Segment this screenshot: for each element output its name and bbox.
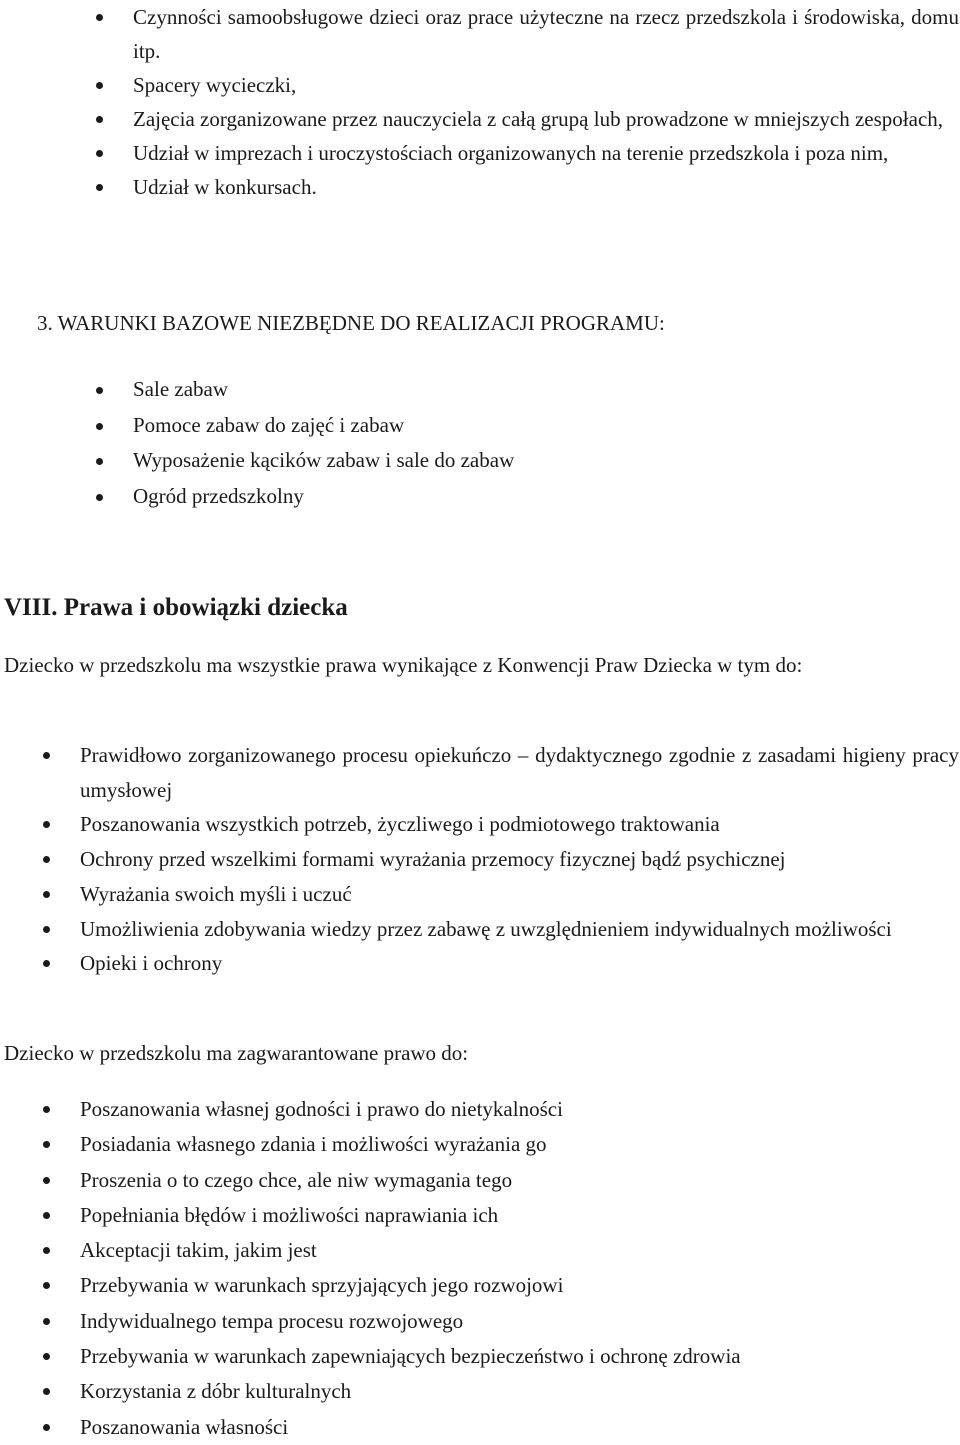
list-item: Spacery wycieczki, (133, 68, 959, 102)
list-item: Przebywania w warunkach sprzyjających jego rozwojowi (80, 1268, 959, 1303)
list-item: Udział w imprezach i uroczystościach organizowanych na terenie przedszkola i poza nim, (133, 136, 959, 170)
section-8-heading: VIII. Prawa i obowiązki dziecka (4, 594, 348, 621)
rights-intro-paragraph: Dziecko w przedszkolu ma wszystkie prawa wynikające z Konwencji Praw Dziecka w tym do: (4, 653, 803, 677)
list-item: Indywidualnego tempa procesu rozwojowego (80, 1304, 959, 1339)
list-item: Umożliwienia zdobywania wiedzy przez zabawę z uwzględnieniem indywidualnych możliwości (80, 912, 959, 947)
list-item: Pomoce zabaw do zajęć i zabaw (133, 408, 959, 444)
list-item: Opieki i ochrony (80, 946, 959, 981)
section-3-heading: 3. WARUNKI BAZOWE NIEZBĘDNE DO REALIZACJI PROGRAMU: (37, 311, 665, 335)
guaranteed-rights-paragraph: Dziecko w przedszkolu ma zagwarantowane prawo do: (4, 1041, 469, 1065)
activities-list (133, 0, 959, 204)
list-item: Wyposażenie kącików zabaw i sale do zabaw (133, 443, 959, 479)
list-item: Proszenia o to czego chce, ale niw wymagania tego (80, 1163, 959, 1198)
list-item: Prawidłowo zorganizowanego procesu opiekuńczo – dydaktycznego zgodnie z zasadami higieny pracy umysłowej (80, 738, 959, 807)
list-item: Ogród przedszkolny (133, 479, 959, 515)
child-rights-list (80, 738, 959, 981)
list-item: Poszanowania wszystkich potrzeb, życzliwego i podmiotowego traktowania (80, 807, 959, 842)
list-item: Akceptacji takim, jakim jest (80, 1233, 959, 1268)
list-item: Sale zabaw (133, 372, 959, 408)
guaranteed-rights-list (80, 1092, 959, 1445)
list-item: Poszanowania własnej godności i prawo do nietykalności (80, 1092, 959, 1127)
base-conditions-list (133, 372, 959, 514)
list-item: Wyrażania swoich myśli i uczuć (80, 877, 959, 912)
list-item: Korzystania z dóbr kulturalnych (80, 1374, 959, 1409)
list-item: Poszanowania własności (80, 1410, 959, 1445)
list-item: Popełniania błędów i możliwości naprawiania ich (80, 1198, 959, 1233)
list-item: Zajęcia zorganizowane przez nauczyciela z całą grupą lub prowadzone w mniejszych zespołach, (133, 102, 959, 136)
list-item: Przebywania w warunkach zapewniających bezpieczeństwo i ochronę zdrowia (80, 1339, 959, 1374)
list-item: Ochrony przed wszelkimi formami wyrażania przemocy fizycznej bądź psychicznej (80, 842, 959, 877)
list-item: Posiadania własnego zdania i możliwości wyrażania go (80, 1127, 959, 1162)
list-item: Udział w konkursach. (133, 170, 959, 204)
list-item: Czynności samoobsługowe dzieci oraz prace użyteczne na rzecz przedszkola i środowiska, domu itp. (133, 0, 959, 68)
